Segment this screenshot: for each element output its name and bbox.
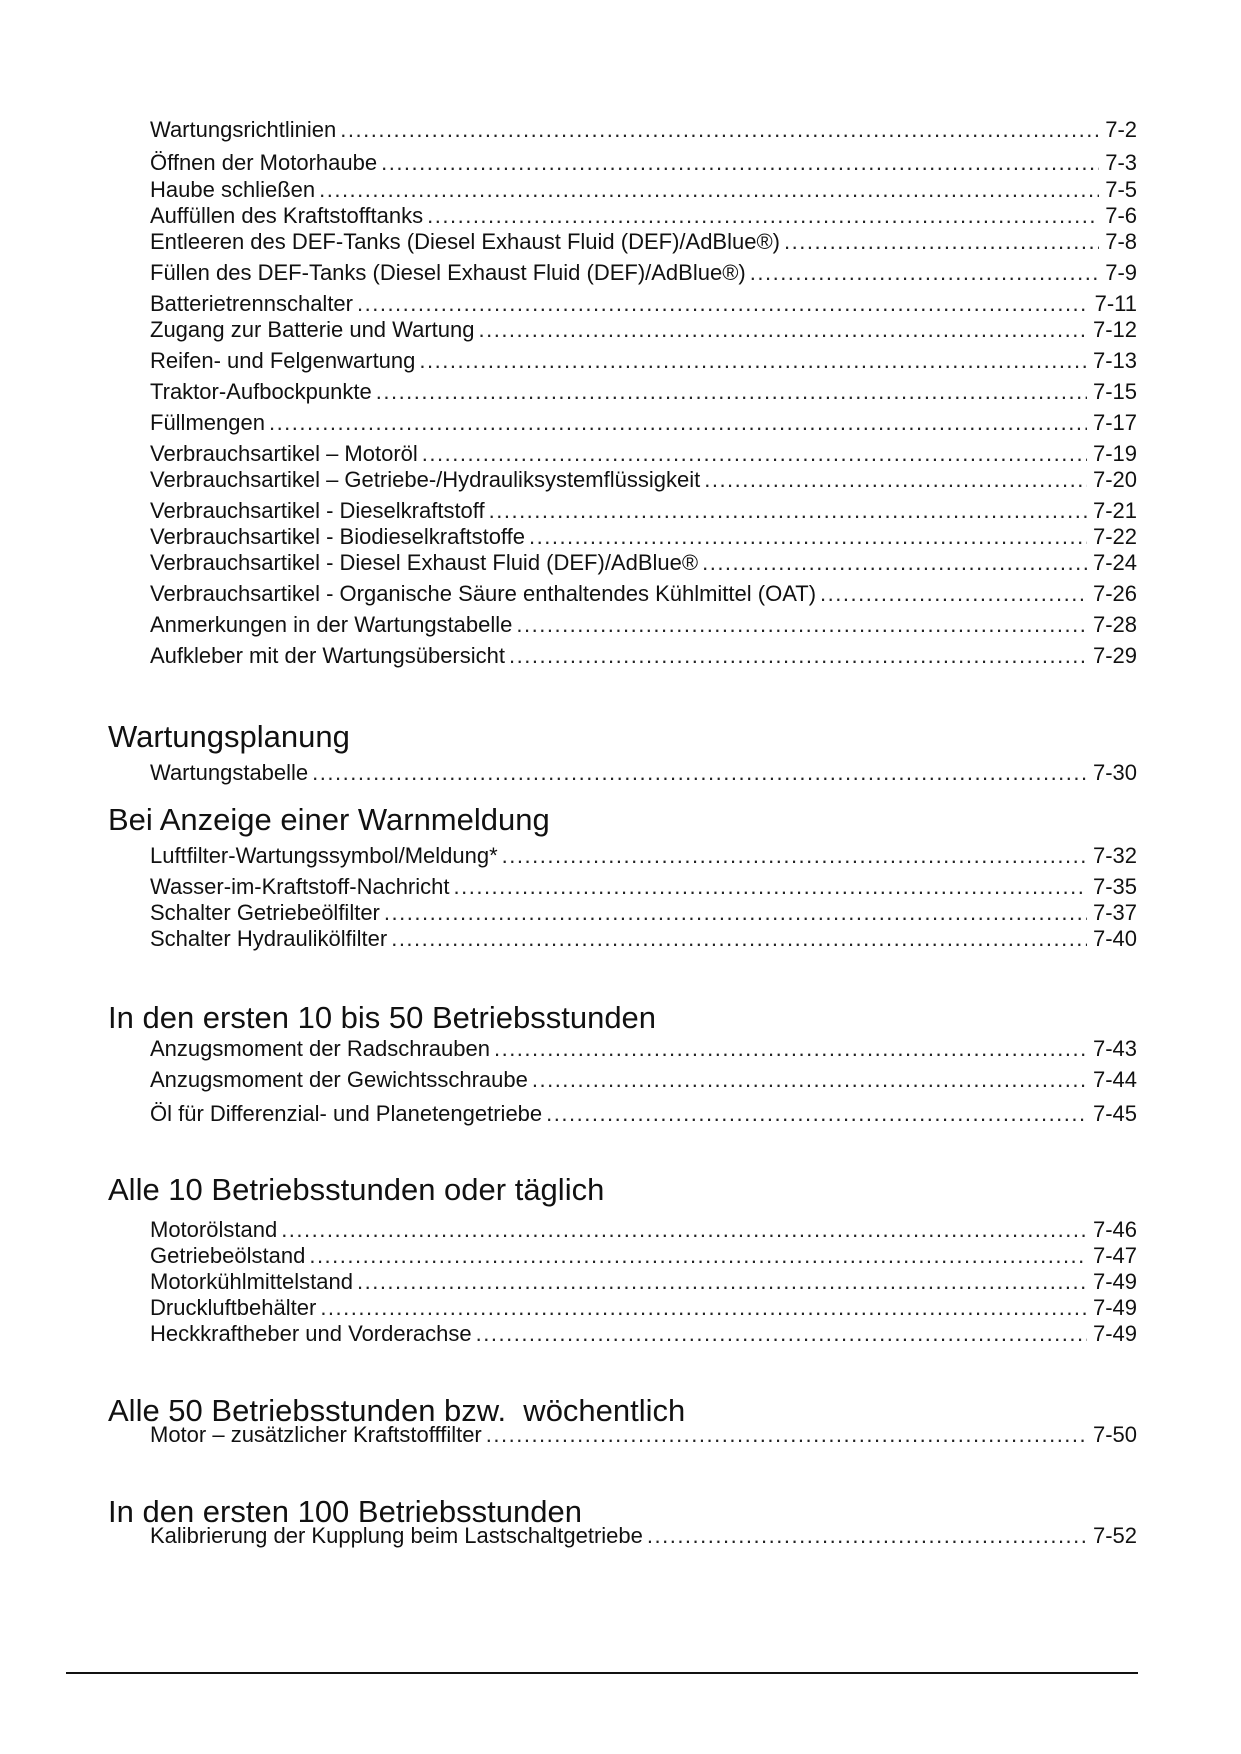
toc-entry-page: 7-26 bbox=[1092, 581, 1137, 606]
toc-entry[interactable] bbox=[150, 410, 1137, 436]
toc-entry-title: Heckkraftheber und Vorderachse bbox=[150, 1321, 472, 1346]
toc-entry-page: 7-11 bbox=[1094, 291, 1137, 316]
toc-entry-title: Motorkühlmittelstand bbox=[150, 1269, 353, 1294]
section-heading: Bei Anzeige einer Warnmeldung bbox=[108, 802, 550, 837]
toc-entry[interactable] bbox=[150, 498, 1137, 524]
toc-entry-page: 7-49 bbox=[1092, 1269, 1137, 1294]
toc-entry-title: Batterietrennschalter bbox=[150, 291, 353, 316]
toc-entry-page: 7-29 bbox=[1092, 643, 1137, 668]
toc-entry-page: 7-32 bbox=[1092, 843, 1137, 868]
leader-dots bbox=[486, 1422, 1087, 1448]
toc-entry-page: 7-37 bbox=[1092, 900, 1137, 925]
toc-entry-page: 7-8 bbox=[1105, 229, 1137, 254]
toc-entry-title: Anmerkungen in der Wartungstabelle bbox=[150, 612, 513, 637]
leader-dots bbox=[502, 843, 1087, 869]
toc-entry-title: Füllmengen bbox=[150, 410, 265, 435]
footer-rule bbox=[66, 1672, 1138, 1674]
leader-dots bbox=[489, 498, 1087, 524]
toc-entry-title: Wasser-im-Kraftstoff-Nachricht bbox=[150, 874, 450, 899]
toc-entry[interactable] bbox=[150, 1036, 1137, 1062]
toc-entry-page: 7-49 bbox=[1092, 1321, 1137, 1346]
toc-entry-title: Verbrauchsartikel – Motoröl bbox=[150, 441, 418, 466]
toc-entry-page: 7-24 bbox=[1092, 550, 1137, 575]
leader-dots bbox=[381, 150, 1099, 176]
toc-entry-page: 7-19 bbox=[1092, 441, 1137, 466]
toc-entry[interactable] bbox=[150, 467, 1137, 493]
toc-entry[interactable] bbox=[150, 1217, 1137, 1243]
leader-dots bbox=[309, 1243, 1087, 1269]
toc-entry-page: 7-5 bbox=[1105, 177, 1137, 202]
toc-entry[interactable] bbox=[150, 177, 1137, 203]
leader-dots bbox=[281, 1217, 1087, 1243]
toc-entry-page: 7-45 bbox=[1092, 1101, 1137, 1126]
toc-entry-page: 7-3 bbox=[1105, 150, 1137, 175]
toc-entry-title: Haube schließen bbox=[150, 177, 316, 202]
toc-entry-page: 7-35 bbox=[1092, 874, 1137, 899]
leader-dots bbox=[647, 1523, 1087, 1549]
toc-entry-title: Öl für Differenzial- und Planetengetriebe bbox=[150, 1101, 543, 1126]
toc-entry-page: 7-30 bbox=[1092, 760, 1137, 785]
toc-entry-page: 7-28 bbox=[1092, 612, 1137, 637]
leader-dots bbox=[312, 760, 1087, 786]
toc-entry[interactable] bbox=[150, 1422, 1137, 1448]
toc-entry-title: Öffnen der Motorhaube bbox=[150, 150, 378, 175]
leader-dots bbox=[529, 524, 1087, 550]
toc-entry-title: Auffüllen des Kraftstofftanks bbox=[150, 203, 424, 228]
toc-entry-title: Wartungsrichtlinien bbox=[150, 117, 337, 142]
toc-entry-title: Verbrauchsartikel - Biodieselkraftstoffe bbox=[150, 524, 525, 549]
leader-dots bbox=[384, 900, 1087, 926]
toc-entry-title: Entleeren des DEF-Tanks (Diesel Exhaust Fluid (DEF)/AdBlue®) bbox=[150, 229, 780, 254]
toc-entry[interactable] bbox=[150, 117, 1137, 143]
leader-dots bbox=[376, 379, 1087, 405]
leader-dots bbox=[319, 177, 1099, 203]
toc-entry-title: Wartungstabelle bbox=[150, 760, 309, 785]
toc-entry-title: Motor – zusätzlicher Kraftstofffilter bbox=[150, 1422, 482, 1447]
leader-dots bbox=[750, 260, 1099, 286]
leader-dots bbox=[516, 612, 1087, 638]
toc-entry[interactable] bbox=[150, 760, 1137, 786]
toc-entry-title: Verbrauchsartikel - Organische Säure enthaltendes Kühlmittel (OAT) bbox=[150, 581, 817, 606]
leader-dots bbox=[532, 1067, 1087, 1093]
toc-entry-title: Traktor-Aufbockpunkte bbox=[150, 379, 372, 404]
leader-dots bbox=[702, 550, 1087, 576]
toc-entry[interactable] bbox=[150, 291, 1137, 317]
toc-entry[interactable] bbox=[150, 260, 1137, 286]
leader-dots bbox=[340, 117, 1099, 143]
toc-entry-title: Schalter Getriebeölfilter bbox=[150, 900, 380, 925]
section-heading: Alle 10 Betriebsstunden oder täglich bbox=[108, 1172, 605, 1207]
toc-entry[interactable] bbox=[150, 150, 1137, 176]
toc-entry-page: 7-20 bbox=[1092, 467, 1137, 492]
toc-entry[interactable] bbox=[150, 348, 1137, 374]
leader-dots bbox=[478, 317, 1086, 343]
toc-entry-title: Motorölstand bbox=[150, 1217, 278, 1242]
leader-dots bbox=[454, 874, 1087, 900]
toc-entry-page: 7-9 bbox=[1105, 260, 1137, 285]
leader-dots bbox=[422, 441, 1087, 467]
section-heading: In den ersten 10 bis 50 Betriebsstunden bbox=[108, 1000, 657, 1035]
leader-dots bbox=[820, 581, 1087, 607]
toc-entry-title: Füllen des DEF-Tanks (Diesel Exhaust Fluid (DEF)/AdBlue®) bbox=[150, 260, 746, 285]
toc-entry-page: 7-43 bbox=[1092, 1036, 1137, 1061]
leader-dots bbox=[357, 1269, 1087, 1295]
toc-entry-page: 7-15 bbox=[1092, 379, 1137, 404]
leader-dots bbox=[494, 1036, 1087, 1062]
toc-entry[interactable] bbox=[150, 612, 1137, 638]
toc-entry[interactable] bbox=[150, 643, 1137, 669]
toc-entry-title: Luftfilter-Wartungssymbol/Meldung* bbox=[150, 843, 498, 868]
toc-entry-title: Verbrauchsartikel - Diesel Exhaust Fluid (DEF)/AdBlue® bbox=[150, 550, 699, 575]
toc-entry-title: Reifen- und Felgenwartung bbox=[150, 348, 416, 373]
toc-entry[interactable] bbox=[150, 524, 1137, 550]
toc-entry[interactable] bbox=[150, 441, 1137, 467]
leader-dots bbox=[320, 1295, 1087, 1321]
toc-entry-page: 7-50 bbox=[1092, 1422, 1137, 1447]
toc-entry-page: 7-49 bbox=[1092, 1295, 1137, 1320]
section-heading: Wartungsplanung bbox=[108, 719, 350, 754]
toc-entry-page: 7-12 bbox=[1092, 317, 1137, 342]
toc-entry-page: 7-17 bbox=[1092, 410, 1137, 435]
toc-entry[interactable] bbox=[150, 203, 1137, 229]
leader-dots bbox=[704, 467, 1087, 493]
toc-entry-page: 7-2 bbox=[1105, 117, 1137, 142]
toc-entry[interactable] bbox=[150, 1067, 1137, 1093]
toc-entry[interactable] bbox=[150, 1523, 1137, 1549]
toc-entry-page: 7-47 bbox=[1092, 1243, 1137, 1268]
leader-dots bbox=[391, 926, 1087, 952]
toc-entry[interactable] bbox=[150, 1243, 1137, 1269]
toc-entry-title: Verbrauchsartikel - Dieselkraftstoff bbox=[150, 498, 485, 523]
toc-entry[interactable] bbox=[150, 1321, 1137, 1347]
toc-entry-page: 7-44 bbox=[1092, 1067, 1137, 1092]
toc-entry[interactable] bbox=[150, 874, 1137, 900]
toc-entry-page: 7-46 bbox=[1092, 1217, 1137, 1242]
toc-entry[interactable] bbox=[150, 1269, 1137, 1295]
leader-dots bbox=[784, 229, 1099, 255]
toc-entry-page: 7-21 bbox=[1092, 498, 1137, 523]
leader-dots bbox=[546, 1101, 1087, 1127]
toc-entry-page: 7-40 bbox=[1092, 926, 1137, 951]
toc-entry-title: Getriebeölstand bbox=[150, 1243, 306, 1268]
toc-entry-title: Aufkleber mit der Wartungsübersicht bbox=[150, 643, 505, 668]
section-heading: Alle 50 Betriebsstunden bzw. wöchentlich bbox=[108, 1393, 686, 1428]
leader-dots bbox=[269, 410, 1087, 436]
toc-entry[interactable] bbox=[150, 581, 1137, 607]
toc-entry-title: Druckluftbehälter bbox=[150, 1295, 317, 1320]
leader-dots bbox=[419, 348, 1087, 374]
toc-entry-title: Anzugsmoment der Gewichtsschraube bbox=[150, 1067, 528, 1092]
toc-entry-title: Kalibrierung der Kupplung beim Lastschaltgetriebe bbox=[150, 1523, 643, 1548]
toc-entry-title: Anzugsmoment der Radschrauben bbox=[150, 1036, 490, 1061]
toc-entry[interactable] bbox=[150, 550, 1137, 576]
toc-entry-page: 7-6 bbox=[1105, 203, 1137, 228]
toc-entry-page: 7-13 bbox=[1092, 348, 1137, 373]
leader-dots bbox=[427, 203, 1099, 229]
section-heading: In den ersten 100 Betriebsstunden bbox=[108, 1494, 582, 1529]
leader-dots bbox=[357, 291, 1089, 317]
toc-entry[interactable] bbox=[150, 843, 1137, 869]
leader-dots bbox=[509, 643, 1087, 669]
leader-dots bbox=[476, 1321, 1087, 1347]
toc-entry[interactable] bbox=[150, 1295, 1137, 1321]
toc-entry[interactable] bbox=[150, 1101, 1137, 1127]
toc-entry-title: Zugang zur Batterie und Wartung bbox=[150, 317, 475, 342]
toc-entry[interactable] bbox=[150, 379, 1137, 405]
toc-entry[interactable] bbox=[150, 317, 1137, 343]
toc-entry-title: Verbrauchsartikel – Getriebe-/Hydrauliksystemflüssigkeit bbox=[150, 467, 701, 492]
toc-entry-page: 7-52 bbox=[1092, 1523, 1137, 1548]
toc-entry[interactable] bbox=[150, 900, 1137, 926]
toc-entry-title: Schalter Hydraulikölfilter bbox=[150, 926, 388, 951]
toc-entry[interactable] bbox=[150, 926, 1137, 952]
toc-entry[interactable] bbox=[150, 229, 1137, 255]
toc-entry-page: 7-22 bbox=[1092, 524, 1137, 549]
